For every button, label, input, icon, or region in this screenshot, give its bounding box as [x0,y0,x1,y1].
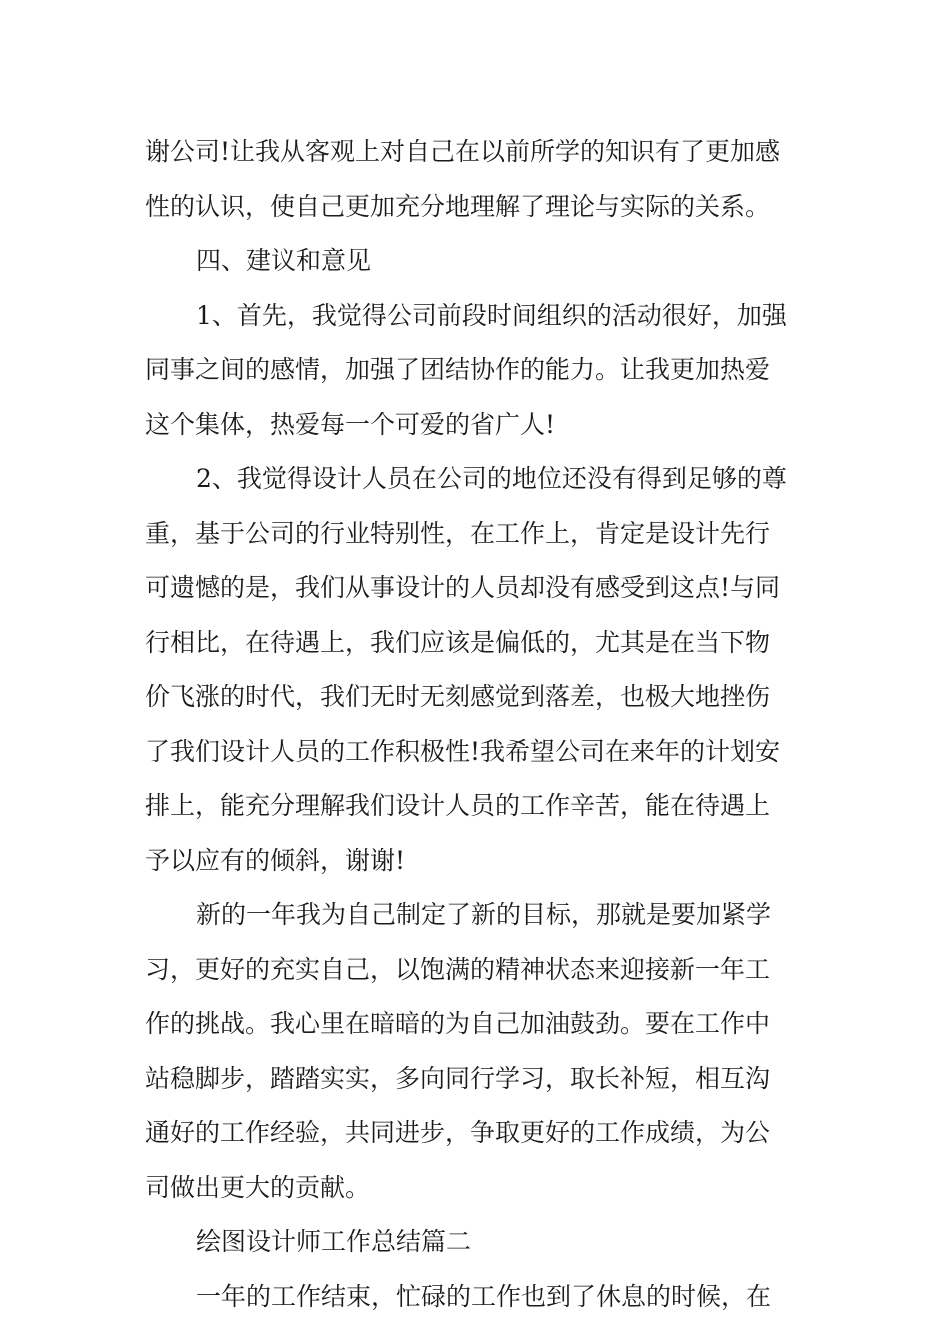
text-line: 通好的工作经验，共同进步，争取更好的工作成绩，为公 [145,1118,771,1147]
text-line: 这个集体，热爱每一个可爱的省广人! [145,409,556,439]
text-line: 可遗憾的是，我们从事设计的人员却没有感受到这点!与同 [145,573,781,602]
text-line: 同事之间的感情，加强了团结协作的能力。让我更加热爱 [145,355,771,384]
text-line: 绘图设计师工作总结篇二 [196,1227,472,1256]
text-line: 行相比，在待遇上，我们应该是偏低的，尤其是在当下物 [145,627,771,657]
text-line: 习，更好的充实自己，以饱满的精神状态来迎接新一年工 [145,954,771,984]
document-body [145,125,815,1324]
text-line: 2、我觉得设计人员在公司的地位还没有得到足够的尊 [196,464,787,493]
text-line: 予以应有的倾斜，谢谢! [145,845,406,875]
text-line: 谢公司!让我从客观上对自己在以前所学的知识有了更加感 [145,137,781,166]
text-line: 站稳脚步，踏踏实实，多向同行学习，取长补短，相互沟 [145,1063,771,1093]
text-line: 司做出更大的贡献。 [145,1172,371,1202]
text-line: 作的挑战。我心里在暗暗的为自己加油鼓劲。要在工作中 [145,1009,771,1038]
text-line: 了我们设计人员的工作积极性!我希望公司在来年的计划安 [145,736,781,766]
text-line: 重，基于公司的行业特别性，在工作上，肯定是设计先行 [145,518,771,548]
text-line: 排上，能充分理解我们设计人员的工作辛苦，能在待遇上 [145,791,771,820]
text-line: 一年的工作结束，忙碌的工作也到了休息的时候，在 [196,1281,772,1311]
text-line: 新的一年我为自己制定了新的目标，那就是要加紧学 [196,900,772,929]
text-line: 价飞涨的时代，我们无时无刻感觉到落差，也极大地挫伤 [145,682,771,711]
text-line: 1、首先，我觉得公司前段时间组织的活动很好，加强 [196,300,787,330]
text-line: 四、建议和意见 [196,246,372,275]
text-line: 性的认识，使自己更加充分地理解了理论与实际的关系。 [145,191,771,221]
